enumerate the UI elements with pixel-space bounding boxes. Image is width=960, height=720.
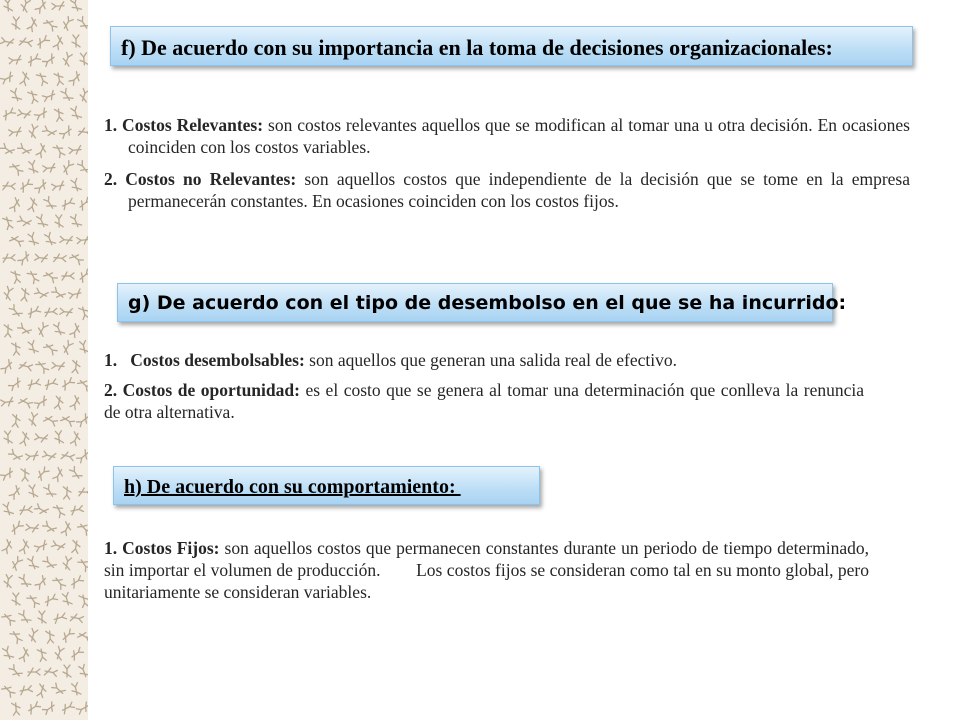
pattern-figure [53,144,66,158]
pattern-figure [61,377,75,390]
pattern-figure [55,215,63,227]
pattern-figure [36,684,47,698]
pattern-figure [10,88,22,102]
pattern-figure [78,664,88,678]
pattern-figure [19,179,33,192]
pattern-figure [27,701,41,714]
pattern-figure [17,215,31,227]
pattern-figure [18,648,31,662]
pattern-figure [79,53,88,66]
pattern-figure [61,628,75,642]
pattern-figure [72,35,80,47]
pattern-figure [78,630,88,643]
pattern-figure [52,2,64,11]
pattern-figure [42,556,56,570]
pattern-figure [2,502,13,516]
pattern-figure [61,451,75,462]
pattern-figure [62,556,73,570]
paragraph-costos-relevantes [104,114,910,158]
pattern-figure [79,594,88,607]
pattern-figure [52,361,65,370]
pattern-figure [36,360,50,374]
pattern-figure [77,160,88,174]
pattern-figure [52,36,65,50]
pattern-figure [44,232,56,246]
pattern-figure [69,146,82,155]
pattern-figure [35,144,48,158]
pattern-figure [46,631,55,644]
pattern-figure [9,55,22,64]
pattern-figure [62,272,74,280]
pattern-figure [3,286,14,300]
pattern-figure [4,431,13,443]
paragraph-costos-desembolsables [104,349,864,371]
pattern-figure [8,378,22,391]
pattern-figure [34,576,48,590]
pattern-figure [78,558,88,572]
pattern-figure [78,197,88,211]
pattern-figure [11,415,20,428]
pattern-figure [10,162,24,176]
pattern-figure [2,646,14,660]
pattern-figure [34,0,48,14]
pattern-figure [34,540,48,552]
pattern-figure [34,396,48,409]
pattern-figure [70,505,83,515]
heading-section-f-text: f) De acuerdo con su importancia en la toma de decisiones organizacionales: [121,35,833,60]
decorative-side-pattern [0,0,88,720]
pattern-figure [54,646,65,660]
pattern-figure [76,702,88,715]
pattern-figure [17,143,31,157]
pattern-figure [28,90,39,104]
pattern-figure [0,360,14,374]
pattern-figure [10,520,24,534]
pattern-figure [61,16,74,30]
heading-section-h [113,466,540,505]
heading-section-h-text: h) De acuerdo con su comportamiento: [124,476,461,498]
pattern-figure [63,665,71,677]
pattern-figure [34,108,48,121]
pattern-figure [17,252,31,266]
pattern-figure [10,234,24,247]
pattern-figure [28,124,39,138]
label-costos-no-relevantes: 2. Costos no Relevantes: [104,169,297,189]
pattern-figure [10,630,23,644]
pattern-figure [76,414,88,428]
pattern-figure [77,236,88,245]
pattern-figure [19,361,33,372]
pattern-figure [27,556,39,570]
pattern-figure [17,109,30,119]
pattern-figure [3,182,15,191]
pattern-figure [18,574,31,588]
pattern-figure [70,647,84,661]
pattern-figure [70,214,82,228]
pattern-figure [42,702,56,715]
pattern-figure [34,433,47,443]
pattern-figure [68,72,82,86]
pattern-figure [71,360,81,373]
pattern-figure [34,287,48,299]
pattern-figure [51,682,65,696]
pattern-figure [27,53,41,66]
pattern-figure [70,252,84,266]
label-costos-fijos: 1. Costos Fijos: [104,538,220,558]
pattern-figure [54,109,63,122]
pattern-figure [61,701,75,714]
pattern-figure [3,254,15,263]
pattern-figure [12,343,21,356]
pattern-figure [70,178,81,192]
pattern-figure [60,307,73,316]
pattern-figure [42,520,56,534]
pattern-figure [27,270,40,284]
pattern-figure [78,522,88,536]
pattern-figure [26,451,39,461]
label-costos-desembolsables: 1. Costos desembolsables: [104,350,305,370]
pattern-figure [61,52,73,66]
pattern-figure [10,556,24,570]
pattern-figure [35,253,48,262]
pattern-figure [1,397,14,407]
pattern-figure [52,468,65,482]
pattern-figure [69,466,82,480]
pattern-figure [34,180,48,194]
pattern-figure [79,306,88,320]
pattern-figure [69,324,82,338]
pattern-figure [59,126,73,139]
pattern-figure [34,503,48,516]
pattern-figure [61,340,74,354]
pattern-figure [18,610,31,624]
pattern-figure [54,72,64,85]
pattern-figure [54,431,63,444]
pattern-figure [3,216,14,230]
pattern-figure [19,72,30,86]
pattern-figure [8,486,22,500]
pattern-figure [60,235,73,244]
pattern-figure [42,90,56,102]
pattern-figure [79,88,88,102]
pattern-figure [70,0,82,12]
pattern-figure [28,412,38,425]
pattern-figure [27,198,38,212]
pattern-figure [28,668,40,676]
pattern-figures-graphic [0,0,88,720]
pattern-figure [18,540,30,554]
pattern-figure [17,322,31,336]
pattern-figure [76,450,88,464]
pattern-figure [0,143,14,157]
heading-section-f [110,26,913,66]
pattern-figure [53,576,67,590]
text-costos-de-oportunidad: es el costo que se genera al tomar una determinación que conlleva la renuncia de otra alternativa. [104,380,864,422]
pattern-figure [69,396,82,410]
pattern-figure [53,612,67,623]
pattern-figure [43,196,56,210]
pattern-figure [1,540,14,554]
pattern-figure [19,396,33,409]
pattern-figure [8,664,22,678]
pattern-figure [77,16,88,30]
pattern-figure [78,378,88,392]
pattern-figure [44,414,58,427]
pattern-figure [43,484,56,498]
pattern-figure [38,611,46,623]
pattern-figure [79,340,88,353]
pattern-figure [53,504,65,518]
pattern-figure [45,307,58,316]
pattern-figure [70,575,84,588]
pattern-figure [61,414,75,427]
pattern-figure [28,628,39,642]
text-costos-desembolsables: son aquellos que generan una salida real de efectivo. [304,350,677,370]
pattern-figure [51,540,65,551]
paragraph-costos-fijos [104,537,874,603]
pattern-figure [54,396,64,409]
pattern-figure [27,340,38,354]
pattern-figure [26,18,39,32]
pattern-figure [61,592,72,606]
pattern-figure [36,214,48,228]
text-costos-fijos: son aquellos costos que permanecen constantes durante un periodo de tiempo determinado, sin importar el volumen de producción. Los costos fijos se consideran como tal en su monto global, pero unitariamente se consideran variables. [104,538,874,602]
pattern-figure [44,18,58,32]
pattern-figure [20,288,30,301]
pattern-figure [0,72,14,85]
pattern-figure [51,181,64,191]
pattern-figure [8,304,22,318]
pattern-figure [28,160,38,173]
pattern-figure [68,289,81,299]
pattern-figure [27,232,38,246]
pattern-figure [8,449,22,463]
pattern-figure [28,485,38,498]
pattern-figure [9,198,22,212]
pattern-figure [2,684,16,698]
pattern-figure [12,703,21,716]
pattern-figure [36,72,48,86]
pattern-figure [70,106,82,120]
pattern-figure [9,127,22,136]
pattern-figure [37,648,47,661]
pattern-figure [36,466,50,480]
pattern-figure [19,685,32,695]
paragraph-costos-de-oportunidad [104,379,864,423]
pattern-figure [36,322,49,336]
pattern-figure [71,540,81,553]
pattern-figure [0,468,14,481]
pattern-figure [61,197,75,209]
pattern-figure [36,35,50,48]
label-costos-relevantes: 1. Costos Relevantes: [104,115,264,135]
pattern-figure [60,88,73,102]
pattern-figure [51,287,65,301]
pattern-figure [61,160,75,174]
heading-section-g-text: g) De acuerdo con el tipo de desembolso en el que se ha incurrido: [128,292,847,314]
label-costos-de-oportunidad: 2. Costos de oportunidad: [104,380,300,400]
pattern-figure [27,378,41,389]
pattern-figure [43,163,56,172]
pattern-figure [12,593,20,605]
pattern-figure [19,37,32,47]
pattern-figure [2,107,16,120]
pattern-figure [70,432,82,446]
pattern-figure [44,667,57,677]
pattern-figure [19,0,31,12]
pattern-figure [44,378,58,389]
pattern-figure [42,54,56,67]
pattern-figure [79,488,88,496]
pattern-figure [78,268,88,282]
pattern-figure [42,125,56,138]
paragraph-costos-no-relevantes [104,168,910,212]
pattern-figure [54,254,67,263]
text-costos-relevantes: son costos relevantes aquellos que se modifican al tomar una u otra decisión. En ocasiones coinciden con los costos variables. [128,115,910,157]
pattern-figure [21,469,29,481]
pattern-figure [60,522,73,536]
pattern-figure [0,37,13,47]
pattern-figure [78,127,88,137]
pattern-figure [71,682,81,695]
pattern-figure [27,305,41,317]
pattern-figure [4,325,12,337]
pattern-figure [44,342,58,356]
pattern-figure [3,574,13,587]
pattern-figure [27,594,40,608]
pattern-figure [4,0,13,11]
pattern-figure [53,322,65,336]
pattern-figure [2,612,16,626]
pattern-figure [26,523,39,532]
heading-section-g [117,283,847,322]
pattern-figure [11,270,21,283]
pattern-figure [19,432,30,446]
pattern-figure [44,593,58,605]
pattern-figure [42,450,56,461]
pattern-figure [63,487,72,499]
pattern-figure [12,17,20,29]
text-costos-no-relevantes: son aquellos costos que independiente de la decisión que se tome en la empresa permanecerán constantes. En ocasiones coinciden con los costos fijos. [128,169,910,211]
pattern-figure [20,505,33,514]
pattern-figure [70,613,83,623]
pattern-figure [44,270,58,284]
